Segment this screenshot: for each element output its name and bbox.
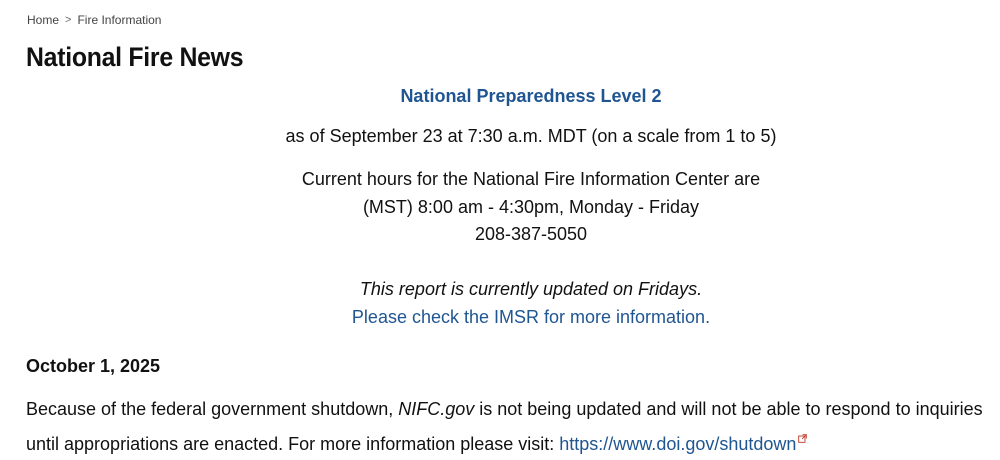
imsr-link[interactable]: Please check the IMSR for more information. — [351, 306, 711, 327]
info-center-hours — [0, 166, 1000, 249]
notice-text-after: is not being updated and will not be able to respond to inquiries until appropriations are enacted. For more information please visit: — [26, 399, 983, 454]
preparedness-level-heading: National Preparedness Level 2 — [400, 86, 662, 106]
notice-text-before: Because of the federal government shutdown, — [26, 399, 399, 419]
external-link-icon — [798, 423, 807, 451]
breadcrumb-separator: > — [65, 14, 72, 26]
shutdown-notice — [26, 395, 986, 458]
hours-phone: 208-387-5050 — [474, 224, 588, 244]
preparedness-as-of-text: as of September 23 at 7:30 a.m. MDT (on a scale from 1 to 5) — [285, 126, 777, 146]
update-date-heading: October 1, 2025 — [26, 356, 161, 376]
report-notice — [0, 276, 1000, 331]
breadcrumb-current-link[interactable]: Fire Information — [77, 13, 162, 27]
breadcrumb — [27, 13, 161, 27]
hours-line-1: Current hours for the National Fire Information Center are — [301, 169, 761, 189]
page-title: National Fire News — [26, 42, 244, 72]
notice-site-name: NIFC.gov — [398, 399, 475, 419]
breadcrumb-home-link[interactable]: Home — [27, 13, 60, 27]
doi-shutdown-link[interactable]: https://www.doi.gov/shutdown — [559, 434, 797, 454]
hours-line-2: (MST) 8:00 am - 4:30pm, Monday - Friday — [362, 196, 700, 217]
report-update-note: This report is currently updated on Fridays. — [359, 279, 703, 299]
